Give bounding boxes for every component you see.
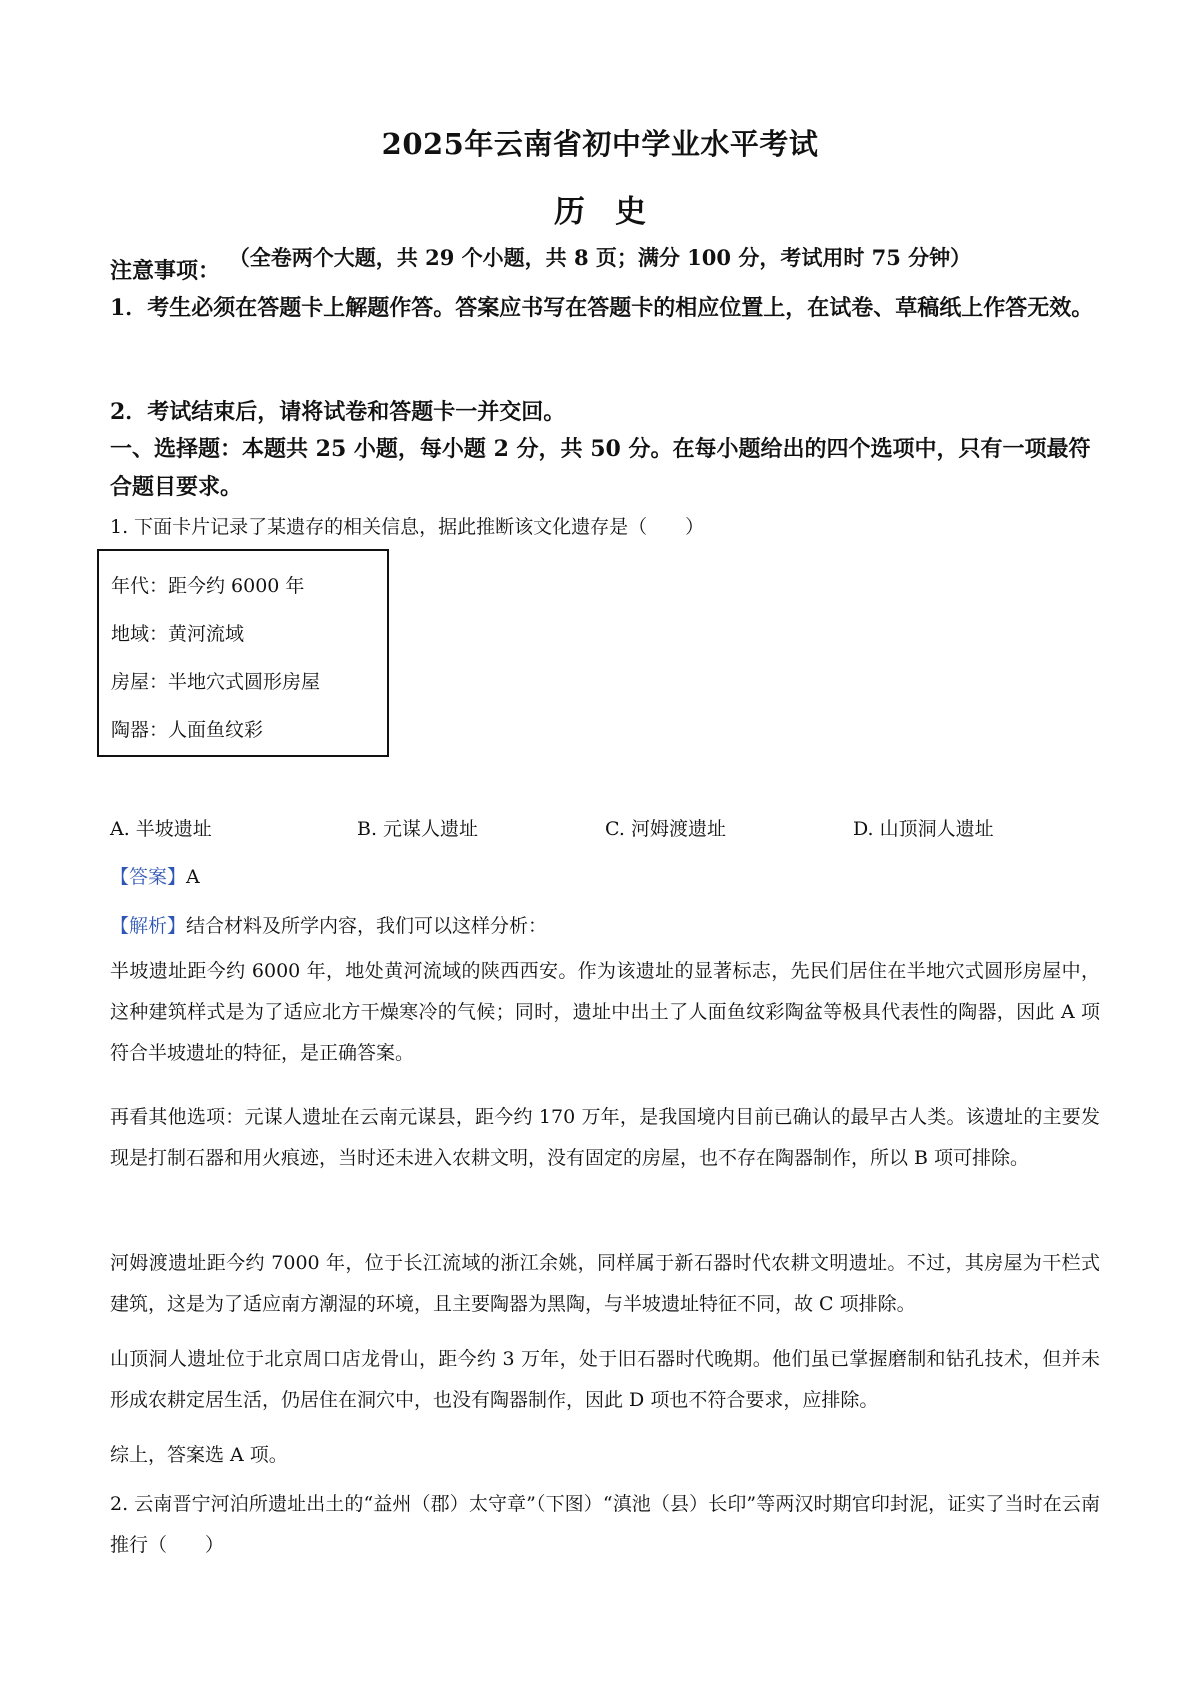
analysis-line [110,906,1100,947]
analysis-tag: 【解析】 [110,915,187,937]
q1-option-c[interactable]: C. 河姆渡遗址 [605,818,726,840]
answer-tag: 【答案】 [110,866,187,888]
q1-option-b[interactable]: B. 元谋人遗址 [357,818,479,840]
exam-title: 2025年云南省初中学业水平考试 [381,127,819,161]
notice-item-1: 1．考生必须在答题卡上解题作答。答案应书写在答题卡的相应位置上，在试卷、草稿纸上作答无效。 [110,295,1094,321]
analysis-paragraph: 再看其他选项：元谋人遗址在云南元谋县，距今约 170 万年，是我国境内目前已确认的最早古人类。该遗址的主要发现是打制石器和用火痕迹，当时还未进入农耕文明，没有固定的房屋，也不存在陶器制作，所以 B 项可排除。 [110,1106,1100,1169]
card-line-region: 地域：黄河流域 [111,623,245,645]
q2-stem: 2. 云南晋宁河泊所遗址出土的“益州（郡）太守章”（下图）“滇池（县）长印”等两汉时期官印封泥，证实了当时在云南推行（ ） [110,1493,1100,1556]
card-line-pottery: 陶器：人面鱼纹彩 [111,719,264,741]
subject-title: 历史 [554,194,676,230]
analysis-intro: 结合材料及所学内容，我们可以这样分析： [186,915,548,937]
notice-item-2: 2．考试结束后，请将试卷和答题卡一并交回。 [110,399,566,425]
analysis-paragraph: 山顶洞人遗址位于北京周口店龙骨山，距今约 3 万年，处于旧石器时代晚期。他们虽已掌握磨制和钻孔技术，但并未形成农耕定居生活，仍居住在洞穴中，也没有陶器制作，因此 D 项也不符合要求，应排除。 [110,1348,1100,1411]
q1-stem: 1. 下面卡片记录了某遗存的相关信息，据此推断该文化遗存是（ ） [110,516,705,538]
analysis-paragraph: 河姆渡遗址距今约 7000 年，位于长江流域的浙江余姚，同样属于新石器时代农耕文明遗址。不过，其房屋为干栏式建筑，这是为了适应南方潮湿的环境，且主要陶器为黑陶，与半坡遗址特征不同，故 C 项排除。 [110,1252,1100,1315]
section-heading: 一、选择题：本题共 25 小题，每小题 2 分，共 50 分。在每小题给出的四个选项中，只有一项最符合题目要求。 [110,436,1091,500]
q1-option-d[interactable]: D. 山顶洞人遗址 [853,818,994,840]
card-line-era: 年代：距今约 6000 年 [111,575,305,597]
answer-value: A [186,866,200,888]
info-card [97,549,389,757]
notice-heading: 注意事项： [110,258,221,284]
card-line-house: 房屋：半地穴式圆形房屋 [111,671,321,693]
q1-option-a[interactable]: A. 半坡遗址 [110,818,212,840]
analysis-paragraph: 半坡遗址距今约 6000 年，地处黄河流域的陕西西安。作为该遗址的显著标志，先民们居住在半地穴式圆形房屋中，这种建筑样式是为了适应北方干燥寒冷的气候；同时，遗址中出土了人面鱼纹彩陶盆等极具代表性的陶器，因此 A 项符合半坡遗址的特征，是正确答案。 [110,960,1100,1064]
answer-line [110,857,1100,898]
exam-info: （全卷两个大题，共 29 个小题，共 8 页；满分 100 分，考试用时 75 分钟） [228,245,972,270]
analysis-conclusion: 综上，答案选 A 项。 [110,1444,288,1466]
